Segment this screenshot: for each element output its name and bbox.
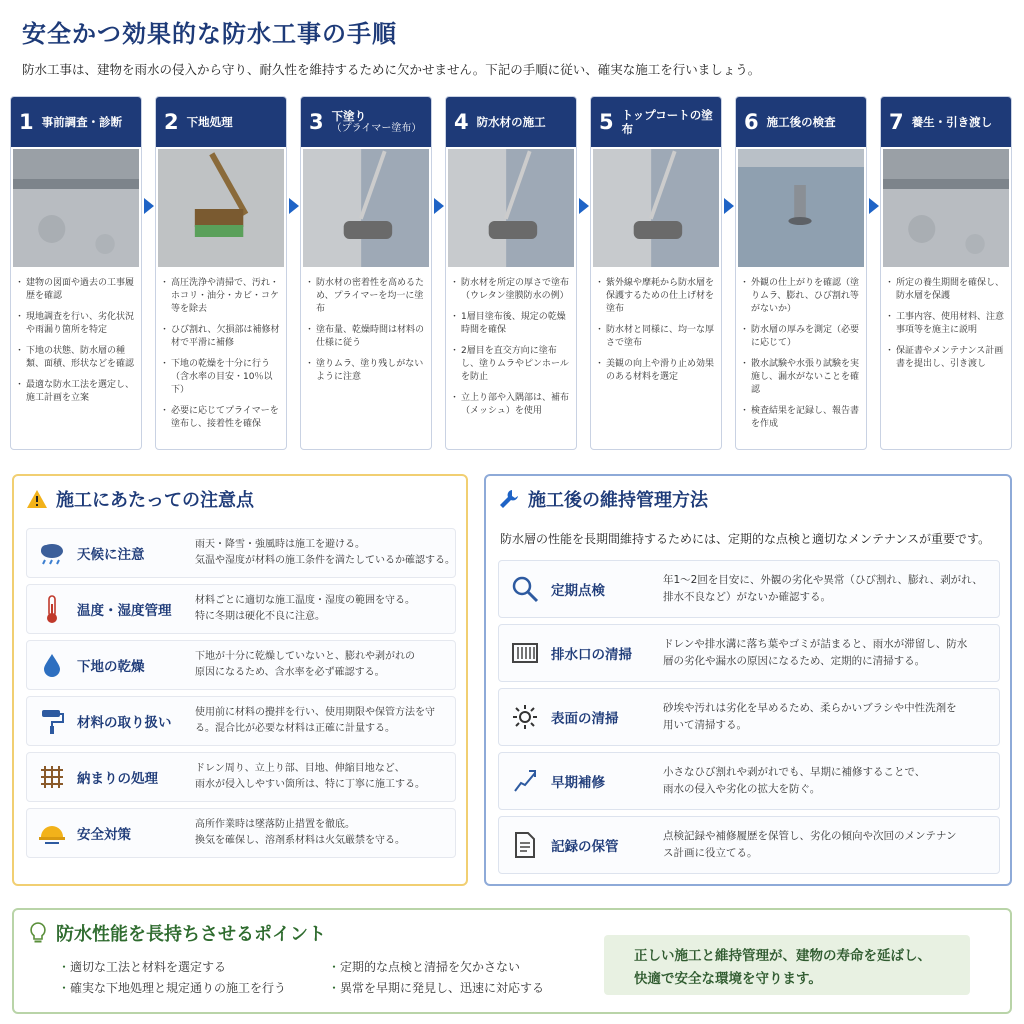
step-list (881, 267, 1011, 371)
step-header (301, 97, 431, 147)
maintenance-label: 排水口の清掃 (551, 647, 632, 663)
step-list (591, 267, 721, 384)
step-card (155, 96, 287, 450)
step-card (880, 96, 1012, 450)
maintenance-row (498, 752, 1000, 810)
step-photo (303, 149, 429, 267)
list-item: ・ 確実な下地処理と規定通りの施工を行う (58, 979, 286, 996)
step-photo (738, 149, 864, 267)
description-line: 下地が十分に乾燥していないと、膨れや剥がれの (195, 651, 415, 662)
description-line: 使用前に材料の攪拌を行い、使用期限や保管方法を守 (195, 707, 435, 718)
caution-row (26, 752, 456, 802)
description-line: 層の劣化や漏水の原因になるため、定期的に清掃する。 (663, 655, 926, 667)
caution-label: 納まりの処理 (77, 771, 158, 787)
description-line: 小さなひび割れや剥がれでも、早期に補修することで、 (663, 766, 926, 779)
maintenance-panel (484, 474, 1012, 886)
maintenance-row (498, 688, 1000, 746)
maintenance-label: 早期補修 (551, 775, 605, 791)
maintenance-description (663, 572, 983, 606)
step-header (736, 97, 866, 147)
list-item: ・ 防水材の密着性を高めるため、プライマーを均一に塗布 (309, 277, 425, 316)
step-arrow-icon (579, 198, 589, 214)
step-subtitle: （プライマー塗布） (331, 122, 422, 134)
maintenance-label: 記録の保管 (551, 839, 619, 855)
closing-message: 正しい施工と維持管理が、建物の寿命を延ばし、 快適で安全な環境を守ります。 (604, 935, 970, 995)
list-item: ・ 建物の図面や過去の工事履歴を確認 (19, 277, 135, 303)
description-line: 雨水の侵入や劣化の拡大を防ぐ。 (663, 783, 821, 795)
description-line: 原因になるため、含水率を必ず確認する。 (195, 667, 385, 678)
step-list (736, 267, 866, 431)
caution-label: 下地の乾燥 (77, 659, 145, 675)
caution-label: 天候に注意 (77, 547, 145, 563)
list-item: ・ 散水試験や水張り試験を実施し、漏水がないことを確認 (744, 358, 860, 397)
step-photo (593, 149, 719, 267)
list-item: ・ 防水材を所定の厚さで塗布（ウレタン塗膜防水の例） (454, 277, 570, 303)
step-number: 5 (599, 110, 614, 134)
step-name: 施工後の検査 (766, 114, 836, 129)
step-arrow-icon (144, 198, 154, 214)
step-arrow-icon (869, 198, 879, 214)
maintenance-row (498, 560, 1000, 618)
caution-description (195, 817, 405, 849)
roller-icon (27, 707, 77, 735)
document-icon (499, 831, 551, 859)
description-line: 雨天・降雪・強風時は施工を避ける。 (195, 539, 365, 550)
step-name: 下地処理 (186, 114, 233, 129)
caution-row (26, 808, 456, 858)
maintenance-description (663, 700, 957, 734)
list-item: ・ 美観の向上や滑り止め効果のある材料を選定 (599, 358, 715, 384)
step-list (11, 267, 141, 405)
step-name: トップコートの塗布 (621, 107, 713, 136)
caution-label: 安全対策 (77, 827, 131, 843)
list-item: ・ 2層目を直交方向に塗布し、塗りムラやピンホールを防止 (454, 345, 570, 384)
list-item: ・ 立上り部や入隅部は、補布（メッシュ）を使用 (454, 392, 570, 418)
step-arrow-icon (289, 198, 299, 214)
list-item: ・ 適切な工法と材料を選定する (58, 958, 286, 975)
maintenance-description (663, 764, 925, 798)
caution-panel (12, 474, 468, 886)
step-photo (883, 149, 1009, 267)
maintenance-label: 定期点検 (551, 583, 605, 599)
description-line: 年1〜2回を目安に、外観の劣化や異常（ひび割れ、膨れ、剥がれ、 (663, 574, 983, 587)
maintenance-description (663, 636, 967, 670)
sun-icon (499, 703, 551, 731)
caution-description (195, 705, 435, 737)
description-line: る。混合比が必要な材料は正確に計量する。 (195, 723, 395, 734)
caution-row (26, 696, 456, 746)
caution-row (26, 528, 456, 578)
step-number: 6 (744, 110, 759, 134)
list-item: ・ 下地の乾燥を十分に行う（含水率の目安・10％以下） (164, 358, 280, 397)
list-item: ・ 紫外線や摩耗から防水層を保護するための仕上げ材を塗布 (599, 277, 715, 316)
list-item: ・ 工事内容、使用材料、注意事項等を施主に説明 (889, 311, 1005, 337)
thermometer-icon (27, 594, 77, 624)
list-item: ・ 定期的な点検と清掃を欠かさない (328, 958, 544, 975)
water-drop-icon (27, 652, 77, 678)
step-name: 下塗り （プライマー塗布） (331, 108, 422, 134)
caution-label: 温度・湿度管理 (77, 603, 172, 619)
description-line: 換気を確保し、溶剤系材料は火気厳禁を守る。 (195, 835, 405, 846)
points-title: 防水性能を長持ちさせるポイント (28, 920, 326, 946)
maintenance-description (663, 828, 956, 862)
maintenance-row (498, 816, 1000, 874)
list-item: ・ 高圧洗浄や清掃で、汚れ・ホコリ・油分・カビ・コケ等を除去 (164, 277, 280, 316)
intro-text: 防水工事は、建物を雨水の侵入から守り、耐久性を維持するために欠かせません。下記の手順に従い、確実な施工を行いましょう。 (22, 62, 761, 77)
steps-row (10, 96, 1014, 452)
list-item: ・ 防水材と同様に、均一な厚さで塗布 (599, 324, 715, 350)
caution-description (195, 537, 455, 569)
description-line: ドレンや排水溝に落ち葉やゴミが詰まると、雨水が滞留し、防水 (663, 638, 968, 651)
step-header (591, 97, 721, 147)
helmet-icon (27, 821, 77, 845)
maintenance-row (498, 624, 1000, 682)
step-list (301, 267, 431, 384)
maintenance-title: 施工後の維持管理方法 (498, 486, 708, 512)
description-line: 特に冬期は硬化不良に注意。 (195, 611, 325, 622)
list-item: ・ 下地の状態、防水層の種類、面積、形状などを確認 (19, 345, 135, 371)
step-photo (13, 149, 139, 267)
list-item: ・ 必要に応じてプライマーを塗布し、接着性を確保 (164, 405, 280, 431)
step-card (300, 96, 432, 450)
step-header (446, 97, 576, 147)
description-line: 排水不良など）がないか確認する。 (663, 591, 831, 603)
list-item: ・ 1層目塗布後、規定の乾燥時間を確保 (454, 311, 570, 337)
list-item: ・ 保証書やメンテナンス計画書を提出し、引き渡し (889, 345, 1005, 371)
description-line: 点検記録や補修履歴を保管し、劣化の傾向や次回のメンテナン (663, 830, 957, 843)
step-header (11, 97, 141, 147)
description-line: 用いて清掃する。 (663, 719, 747, 731)
list-item: ・ 外観の仕上がりを確認（塗りムラ、膨れ、ひび割れ等がないか） (744, 277, 860, 316)
caution-description (195, 593, 415, 625)
caution-row (26, 584, 456, 634)
warning-icon (26, 489, 48, 509)
step-name: 養生・引き渡し (911, 114, 993, 129)
mesh-icon (27, 764, 77, 790)
step-name: 防水材の施工 (476, 114, 546, 129)
description-line: 材料ごとに適切な施工温度・湿度の範囲を守る。 (195, 595, 415, 606)
crack-repair-icon (499, 767, 551, 795)
caution-row (26, 640, 456, 690)
step-card (590, 96, 722, 450)
step-header (156, 97, 286, 147)
magnifier-icon (499, 575, 551, 603)
rain-cloud-icon (27, 540, 77, 566)
description-line: ドレン周り、立上り部、目地、伸縮目地など、 (195, 763, 405, 774)
caution-title: 施工にあたっての注意点 (26, 486, 254, 512)
maintenance-intro: 防水層の性能を長期間維持するためには、定期的な点検と適切なメンテナンスが重要です。 (500, 532, 991, 546)
caution-description (195, 649, 415, 681)
step-number: 2 (164, 110, 179, 134)
list-item: ・ ひび割れ、欠損部は補修材材で平滑に補修 (164, 324, 280, 350)
page-title: 安全かつ効果的な防水工事の手順 (22, 20, 397, 48)
step-list (156, 267, 286, 431)
step-photo (448, 149, 574, 267)
step-number: 4 (454, 110, 469, 134)
list-item: ・ 所定の養生期間を確保し、防水層を保護 (889, 277, 1005, 303)
description-line: 雨水が侵入しやすい箇所は、特に丁寧に施工する。 (195, 779, 425, 790)
points-panel (12, 908, 1012, 1014)
description-line: 砂埃や汚れは劣化を早めるため、柔らかいブラシや中性洗剤を (663, 702, 957, 715)
wrench-icon (498, 488, 520, 510)
step-name: 事前調査・診断 (41, 114, 123, 129)
lightbulb-icon (28, 921, 48, 945)
list-item: ・ 防水層の厚みを測定（必要に応じて） (744, 324, 860, 350)
caution-description (195, 761, 425, 793)
step-number: 7 (889, 110, 904, 134)
list-item: ・ 検査結果を記録し、報告書を作成 (744, 405, 860, 431)
step-arrow-icon (434, 198, 444, 214)
drain-grate-icon (499, 642, 551, 664)
list-item: ・ 塗りムラ、塗り残しがないように注意 (309, 358, 425, 384)
points-list-left (58, 958, 286, 1000)
list-item: ・ 現地調査を行い、劣化状況や雨漏り箇所を特定 (19, 311, 135, 337)
step-card (735, 96, 867, 450)
description-line: 気温や湿度が材料の施工条件を満たしているか確認する。 (195, 555, 455, 566)
list-item: ・ 最適な防水工法を選定し、施工計画を立案 (19, 379, 135, 405)
points-list-right (328, 958, 544, 1000)
caution-label: 材料の取り扱い (77, 715, 172, 731)
description-line: 高所作業時は墜落防止措置を徹底。 (195, 819, 355, 830)
maintenance-label: 表面の清掃 (551, 711, 619, 727)
list-item: ・ 異常を早期に発見し、迅速に対応する (328, 979, 544, 996)
step-number: 3 (309, 110, 324, 134)
step-list (446, 267, 576, 418)
step-card (445, 96, 577, 450)
step-arrow-icon (724, 198, 734, 214)
step-card (10, 96, 142, 450)
step-number: 1 (19, 110, 34, 134)
list-item: ・ 塗布量、乾燥時間は材料の仕様に従う (309, 324, 425, 350)
step-photo (158, 149, 284, 267)
description-line: ス計画に役立てる。 (663, 847, 758, 859)
step-header (881, 97, 1011, 147)
